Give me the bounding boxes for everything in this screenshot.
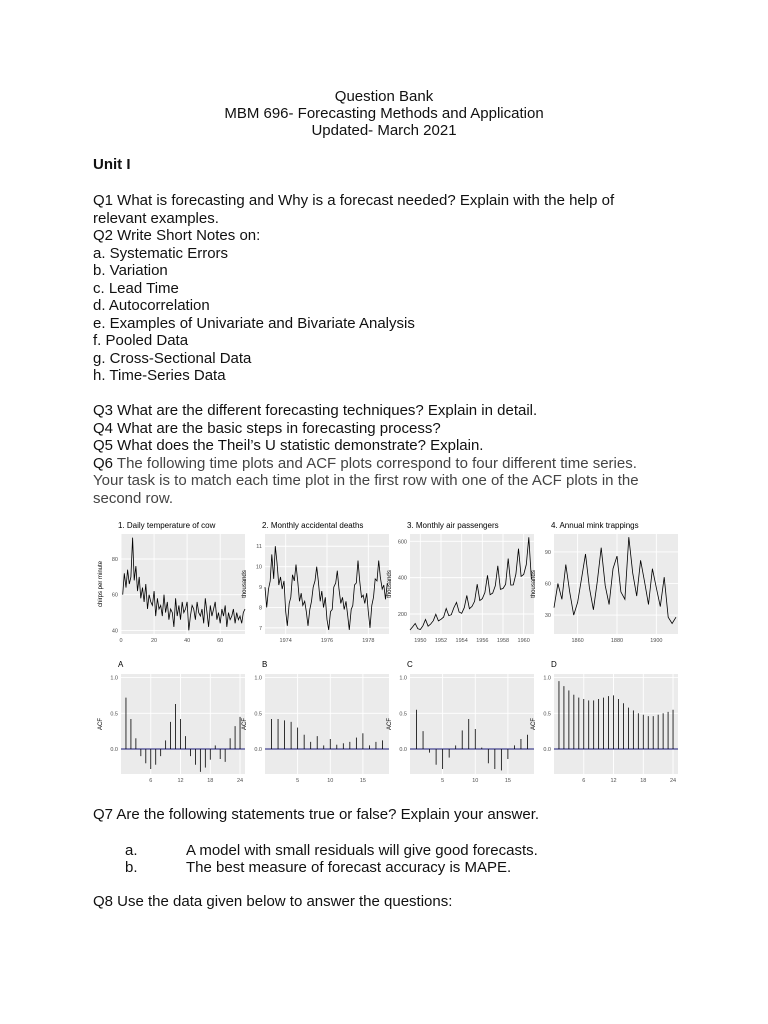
unit-heading: Unit I <box>93 156 131 173</box>
q2-item: b. Variation <box>93 262 168 279</box>
x-tick-label: 1974 <box>279 638 292 644</box>
q5-text: Q5 What does the Theil’s U statistic demonstrate? Explain. <box>93 437 484 454</box>
chart-panel <box>531 521 678 644</box>
x-tick-label: 10 <box>327 778 334 784</box>
x-tick-label: 12 <box>177 778 184 784</box>
x-tick-label: 0 <box>119 638 123 644</box>
chart-panel <box>531 660 678 784</box>
q2-item: e. Examples of Univariate and Bivariate Analysis <box>93 315 415 332</box>
q1-line1: Q1 What is forecasting and Why is a forecast needed? Explain with the help of <box>93 192 615 209</box>
q2-title: Q2 Write Short Notes on: <box>93 227 261 244</box>
x-tick-label: 1954 <box>455 638 468 644</box>
x-tick-label: 24 <box>669 778 677 784</box>
q2-item: g. Cross-Sectional Data <box>93 350 252 367</box>
y-axis-label: ACF <box>98 718 104 730</box>
q4-text: Q4 What are the basic steps in forecasting process? <box>93 420 441 437</box>
plot-background <box>121 674 245 774</box>
y-tick-label: 60 <box>111 592 118 599</box>
y-axis-label: ACF <box>387 718 393 730</box>
doc-title: Question Bank <box>334 88 434 105</box>
x-tick-label: 12 <box>610 778 617 784</box>
x-tick-label: 1958 <box>496 638 510 644</box>
q6-line2: Your task is to match each time plot in the first row with one of the ACF plots in the <box>93 472 639 489</box>
q2-item: h. Time-Series Data <box>93 367 226 384</box>
plot-background <box>410 534 534 634</box>
y-tick-label: 600 <box>397 539 407 546</box>
q6-text: The following time plots and ACF plots correspond to four different time series. <box>116 455 637 472</box>
y-axis-label: ACF <box>242 718 248 730</box>
x-tick-label: 24 <box>236 778 244 784</box>
y-tick-label: 8 <box>258 605 262 612</box>
plot-background <box>410 674 534 774</box>
y-tick-label: 90 <box>544 549 551 556</box>
chart-title: 3. Monthly air passengers <box>407 521 499 530</box>
q2-item: a. Systematic Errors <box>93 245 229 262</box>
y-tick-label: 0.5 <box>254 711 262 718</box>
y-tick-label: 0.5 <box>110 711 118 718</box>
plot-background <box>554 534 678 634</box>
x-tick-label: 15 <box>359 778 366 784</box>
q6-line1 <box>93 455 637 473</box>
y-tick-label: 0.0 <box>110 747 118 753</box>
chart-title: 1. Daily temperature of cow <box>118 521 216 530</box>
y-axis-label: thousands <box>387 570 393 598</box>
chart-panel <box>242 660 389 784</box>
course-title: MBM 696- Forecasting Methods and Application <box>224 105 544 122</box>
q6-line3: second row. <box>93 490 174 507</box>
chart-title: A <box>118 660 124 669</box>
x-tick-label: 5 <box>441 778 445 784</box>
x-tick-label: 1900 <box>650 638 663 644</box>
y-tick-label: 0.0 <box>543 747 551 753</box>
q7-item-letter: b. <box>125 859 138 876</box>
updated-date: Updated- March 2021 <box>311 122 457 139</box>
x-tick-label: 1956 <box>476 638 489 644</box>
y-axis-label: thousands <box>242 570 248 598</box>
y-axis-label: ACF <box>531 718 537 730</box>
chart-title: B <box>262 660 268 669</box>
chart-title: 4. Annual mink trappings <box>551 521 639 530</box>
y-tick-label: 200 <box>397 612 407 618</box>
y-tick-label: 0.0 <box>399 747 407 753</box>
q7-title: Q7 Are the following statements true or false? Explain your answer. <box>93 806 540 823</box>
plot-background <box>554 674 678 774</box>
y-tick-label: 400 <box>397 575 407 582</box>
chart-title: 2. Monthly accidental deaths <box>262 521 364 530</box>
plot-background <box>265 674 389 774</box>
y-tick-label: 11 <box>256 544 262 551</box>
y-tick-label: 1.0 <box>399 675 407 682</box>
x-tick-label: 40 <box>184 638 191 644</box>
y-tick-label: 80 <box>111 557 118 563</box>
y-tick-label: 10 <box>255 564 262 571</box>
x-tick-label: 18 <box>640 778 647 784</box>
chart-title: C <box>407 660 413 669</box>
x-tick-label: 1952 <box>434 638 448 644</box>
q1-line2: relevant examples. <box>93 210 219 227</box>
chart-panel <box>98 521 245 644</box>
x-tick-label: 1950 <box>414 638 427 644</box>
x-tick-label: 1976 <box>320 638 334 644</box>
x-tick-label: 18 <box>207 778 214 784</box>
x-tick-label: 60 <box>217 638 224 644</box>
x-tick-label: 1880 <box>610 638 624 644</box>
x-tick-label: 10 <box>472 778 479 784</box>
q2-item: c. Lead Time <box>93 280 179 297</box>
y-tick-label: 60 <box>544 581 551 588</box>
x-tick-label: 1860 <box>571 638 584 644</box>
q7-item-text: A model with small residuals will give good forecasts. <box>186 842 538 859</box>
q6-figure <box>0 512 768 802</box>
chart-panel <box>387 660 534 784</box>
y-tick-label: 0.0 <box>254 747 262 753</box>
y-tick-label: 7 <box>258 625 262 632</box>
y-axis-label: chirps per minute <box>98 560 104 608</box>
x-tick-label: 5 <box>296 778 300 784</box>
y-tick-label: 1.0 <box>254 675 262 682</box>
x-tick-label: 6 <box>149 778 153 784</box>
y-axis-label: thousands <box>531 570 537 598</box>
y-tick-label: 0.5 <box>399 711 407 718</box>
chart-title: D <box>551 660 557 669</box>
q7-item-letter: a. <box>125 842 138 859</box>
q3-text: Q3 What are the different forecasting techniques? Explain in detail. <box>93 402 538 419</box>
y-tick-label: 1.0 <box>110 675 118 682</box>
chart-panel <box>387 521 534 644</box>
q2-item: d. Autocorrelation <box>93 297 210 314</box>
x-tick-label: 1960 <box>517 638 530 644</box>
y-tick-label: 30 <box>544 613 551 620</box>
y-tick-label: 9 <box>258 585 262 592</box>
y-tick-label: 0.5 <box>543 711 551 718</box>
q2-item: f. Pooled Data <box>93 332 189 349</box>
y-tick-label: 40 <box>111 628 118 635</box>
chart-panel <box>242 521 389 644</box>
q7-item-text: The best measure of forecast accuracy is MAPE. <box>186 859 512 876</box>
x-tick-label: 15 <box>504 778 511 784</box>
x-tick-label: 20 <box>151 638 158 644</box>
chart-panel <box>98 660 245 784</box>
q8-text: Q8 Use the data given below to answer the questions: <box>93 893 453 910</box>
y-tick-label: 1.0 <box>543 675 551 682</box>
x-tick-label: 1978 <box>362 638 375 644</box>
q6-label: Q6 <box>93 455 114 472</box>
x-tick-label: 6 <box>582 778 586 784</box>
